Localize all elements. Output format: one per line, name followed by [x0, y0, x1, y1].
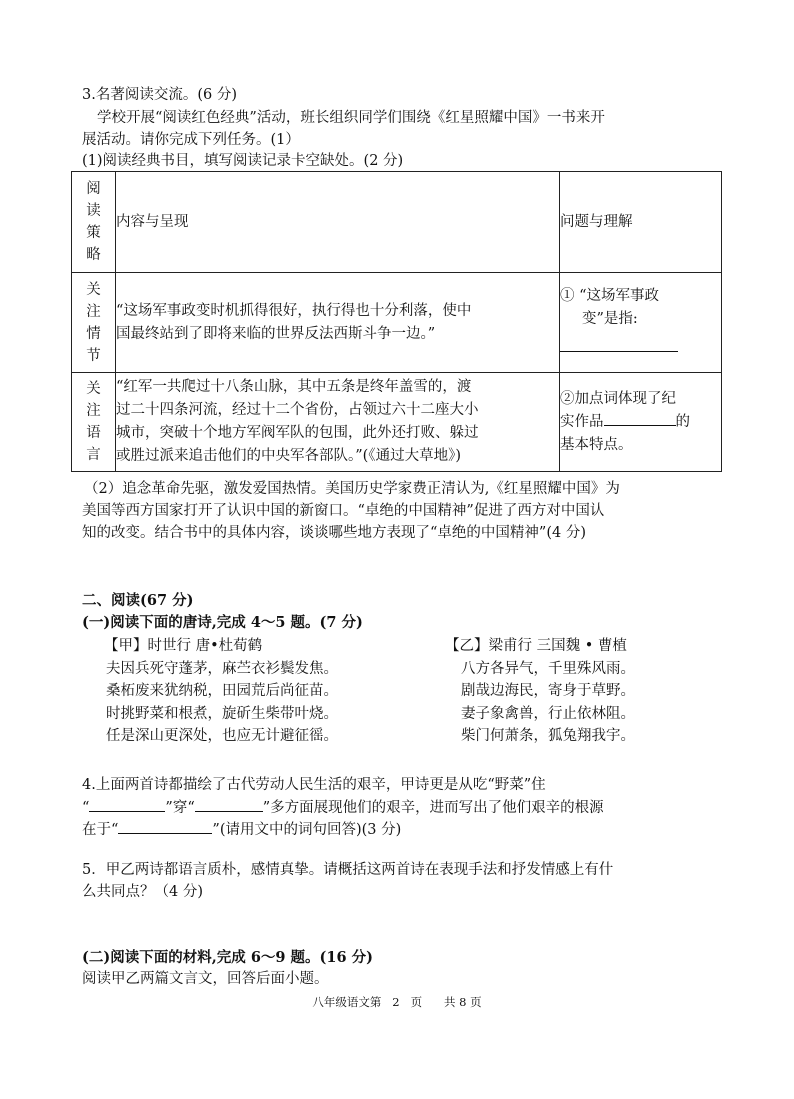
header-content: 内容与呈现 — [116, 172, 560, 273]
q4-line2: “ ”穿“ ”多方面展现他们的艰辛，进而写出了他们艰辛的根源 — [82, 797, 604, 819]
answer-blank-2[interactable] — [604, 411, 676, 426]
q3-sub2-line3: 知的改变。结合书中的具体内容，谈谈哪些地方表现了“卓绝的中国精神”(4 分) — [82, 525, 586, 541]
header-strategy: 阅 读 策 略 — [72, 172, 116, 273]
poem-yi: 【乙】梁甫行 三国魏 • 曹植 八方各异气，千里殊风雨。 剧哉边海民，寄身于草野。 妻子象禽兽，行止依林阻。 柴门何萧条，狐兔翔我宇。 — [445, 635, 635, 748]
section2-title: 二、阅读(67 分) — [82, 592, 194, 609]
row-plot-content: “这场军事政变时机抓得很好，执行得也十分利落，使中 国最终站到了即将来临的世界反法西斯斗争一边。” — [116, 273, 560, 373]
row-language-content: “红军一共爬过十八条山脉，其中五条是终年盖雪的，渡 过二十四条河流，经过十二个省份，占领过六十二座大小 城市，突破十个地方军阀军队的包围，此外还打败、躲过 或胜过派来追击他们的中央军各部队。”(《通过大草地》) — [116, 373, 560, 472]
part2-title: (二)阅读下面的材料,完成 6～9 题。(16 分) — [82, 949, 373, 966]
q3-sub2-line1: （2）追念革命先驱，激发爱国热情。美国历史学家费正清认为,《红星照耀中国》为 — [84, 481, 620, 497]
row-language-answer: ②加点词体现了纪 实作品 的 基本特点。 — [560, 373, 722, 472]
q3-sub1: (1)阅读经典书目，填写阅读记录卡空缺处。(2 分) — [82, 153, 404, 169]
q4-line1: 4.上面两首诗都描绘了古代劳动人民生活的艰辛，甲诗更是从吃“野菜”住 — [82, 777, 546, 793]
answer-blank-1[interactable] — [560, 339, 678, 352]
poem-yi-heading: 【乙】梁甫行 三国魏 • 曹植 — [445, 638, 627, 654]
row-plot-answer: ① “这场军事政 变”是指: — [560, 273, 722, 373]
page-footer: 八年级语文第 2 页 共 8 页 — [312, 995, 482, 1009]
q3-intro-2: 展活动。请你完成下列任务。(1） — [82, 132, 300, 148]
q3-intro-1: 学校开展“阅读红色经典”活动，班长组织同学们围绕《红星照耀中国》一书来开 — [97, 110, 605, 126]
q5-line1: 5．甲乙两诗都语言质朴，感情真挚。请概括这两首诗在表现手法和抒发情感上有什 — [82, 862, 614, 878]
q5-line2: 么共同点？（4 分) — [82, 884, 203, 900]
q3-sub2-line2: 美国等西方国家打开了认识中国的新窗口。“卓绝的中国精神”促进了西方对中国认 — [82, 503, 605, 519]
row-language-strategy: 关 注 语 言 — [72, 373, 116, 472]
q4-blank-3[interactable] — [118, 819, 212, 834]
q4-blank-2[interactable] — [195, 797, 263, 812]
poem-jia-heading: 【甲】时世行 唐•杜荀鹤 — [104, 638, 263, 654]
reading-record-card — [71, 171, 722, 472]
row-plot-strategy: 关 注 情 节 — [72, 273, 116, 373]
part2-intro: 阅读甲乙两篇文言文，回答后面小题。 — [82, 971, 329, 987]
header-answer: 问题与理解 — [560, 172, 722, 273]
q3-title: 3.名著阅读交流。(6 分) — [82, 87, 237, 103]
q4-blank-1[interactable] — [89, 797, 165, 812]
poem-jia: 【甲】时世行 唐•杜荀鹤 夫因兵死守蓬茅，麻苎衣衫鬓发焦。 桑柘废来犹纳税，田园荒后尚征苗。 时挑野菜和根煮，旋斫生柴带叶烧。 任是深山更深处，也应无计避征徭。 — [104, 635, 338, 748]
part1-title: (一)阅读下面的唐诗,完成 4～5 题。(7 分) — [82, 614, 363, 631]
q4-line3: 在于“ ”(请用文中的词句回答)(3 分) — [82, 819, 401, 841]
